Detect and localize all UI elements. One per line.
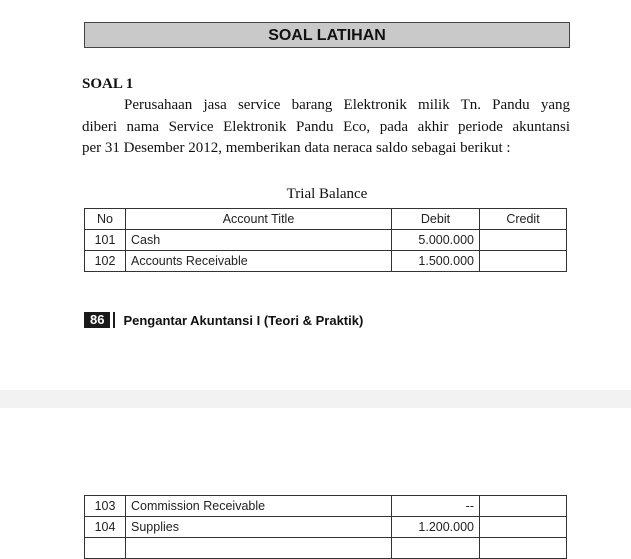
cell-account-title: Cash xyxy=(126,230,392,251)
cell-no: 101 xyxy=(85,230,126,251)
page-gap xyxy=(0,390,631,408)
cell-debit: -- xyxy=(392,496,480,517)
cell-no: 102 xyxy=(85,251,126,272)
cell-debit: 1.200.000 xyxy=(392,517,480,538)
cell-account-title: Commission Receivable xyxy=(126,496,392,517)
table-row xyxy=(85,517,567,538)
page-number: 86 xyxy=(84,312,110,328)
paragraph-line: Perusahaan jasa service barang Elektronik milik Tn. Pandu yang xyxy=(124,97,570,113)
cell-credit xyxy=(480,517,567,538)
cell-no: 104 xyxy=(85,517,126,538)
trial-balance-table xyxy=(84,208,567,272)
cell-account-title: Supplies xyxy=(126,517,392,538)
footer-divider xyxy=(113,312,115,328)
section-banner: SOAL LATIHAN xyxy=(84,22,570,48)
cell-debit: 5.000.000 xyxy=(392,230,480,251)
header-credit: Credit xyxy=(480,209,567,230)
cell-credit xyxy=(480,538,567,559)
cell-debit xyxy=(392,538,480,559)
table-caption: Trial Balance xyxy=(286,186,368,202)
page-87 xyxy=(0,408,631,542)
cell-account-title xyxy=(126,538,392,559)
cell-account-title: Accounts Receivable xyxy=(126,251,392,272)
cell-credit xyxy=(480,496,567,517)
paragraph-line: diberi nama Service Elektronik Pandu Eco, pada akhir periode akuntansi xyxy=(82,118,570,135)
cell-debit: 1.500.000 xyxy=(392,251,480,272)
table-row xyxy=(85,230,567,251)
header-account-title: Account Title xyxy=(126,209,392,230)
table-row xyxy=(85,496,567,517)
table-row xyxy=(85,251,567,272)
table-header-row xyxy=(85,209,567,230)
trial-balance-table-continued xyxy=(84,495,567,559)
cell-credit xyxy=(480,251,567,272)
exercise-paragraph xyxy=(82,95,570,160)
paragraph-line: per 31 Desember 2012, memberikan data neraca saldo sebagai berikut : xyxy=(82,140,511,156)
header-debit: Debit xyxy=(392,209,480,230)
table-row xyxy=(85,538,567,559)
cell-no: 103 xyxy=(85,496,126,517)
exercise-heading: SOAL 1 xyxy=(82,76,134,92)
header-no: No xyxy=(85,209,126,230)
cell-no xyxy=(85,538,126,559)
book-title: Pengantar Akuntansi I (Teori & Praktik) xyxy=(123,312,364,328)
page-footer xyxy=(84,312,363,328)
cell-credit xyxy=(480,230,567,251)
